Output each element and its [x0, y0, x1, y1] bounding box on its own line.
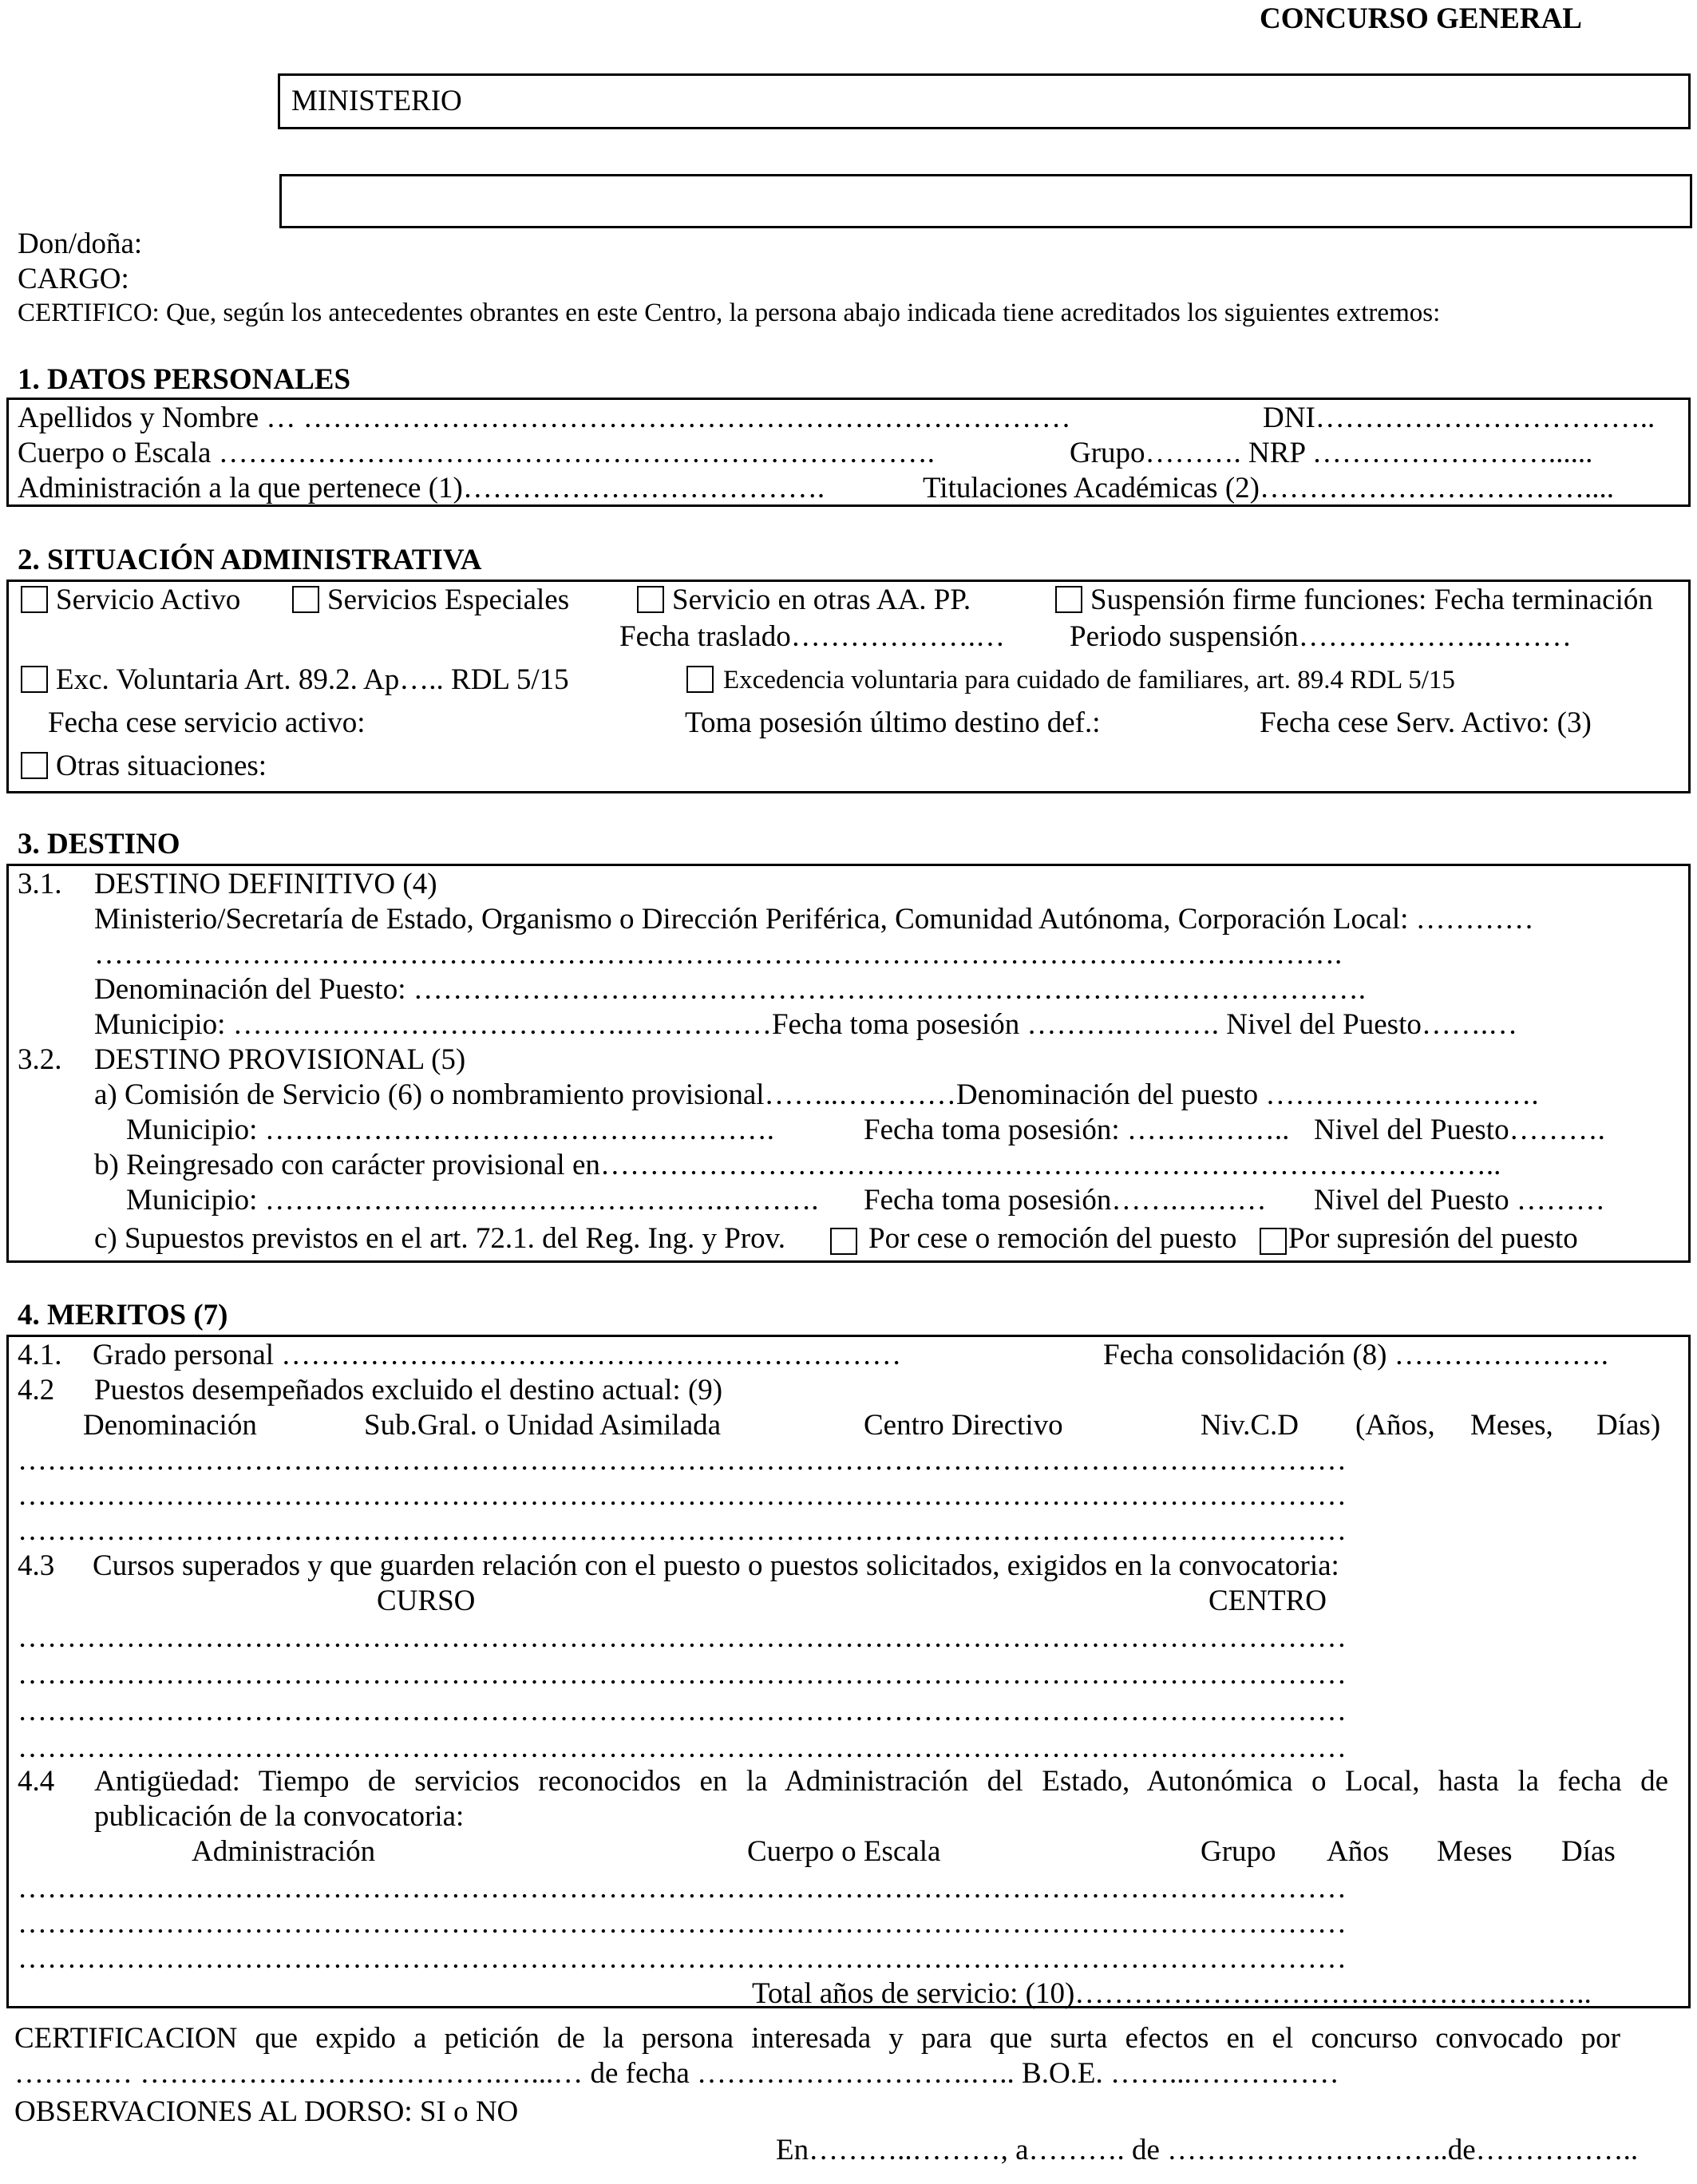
num-3-1: 3.1.: [18, 868, 62, 900]
cursos-label: Cursos superados y que guarden relación con el puesto o puestos solicitados, exigidos en la convocatoria:: [93, 1549, 1339, 1582]
fecha-traslado-line[interactable]: Fecha traslado……………….…: [619, 620, 1005, 653]
section-2-title: 2. SITUACIÓN ADMINISTRATIVA: [18, 544, 482, 576]
certificacion-text: CERTIFICACION que expido a petición de la persona interesada y para que surta efectos en el concurso convocado por: [14, 2022, 1620, 2055]
col-anos-44: Años: [1327, 1835, 1390, 1868]
col-centro: CENTRO: [1208, 1585, 1327, 1617]
grupo-nrp-line[interactable]: Grupo………. NRP ……………………......: [1070, 437, 1593, 469]
suspension-label: Suspensión firme funciones: Fecha terminación: [1090, 584, 1653, 616]
ministerio-label: MINISTERIO: [291, 85, 462, 117]
exc-familiares-label: Excedencia voluntaria para cuidado de familiares, art. 89.4 RDL 5/15: [723, 666, 1455, 694]
num-3-2: 3.2.: [18, 1043, 62, 1076]
checkbox-exc-voluntaria[interactable]: [21, 666, 48, 693]
col-centro-directivo: Centro Directivo: [864, 1409, 1063, 1442]
supresion-label: Por supresión del puesto: [1288, 1222, 1578, 1255]
section-3-title: 3. DESTINO: [18, 828, 180, 861]
dotted-row-44-1[interactable]: ………………………………………………………………………………………………………………………: [18, 1872, 1347, 1905]
servicios-especiales-label: Servicios Especiales: [327, 584, 570, 616]
dni-line[interactable]: DNI……………………………..: [1263, 402, 1655, 434]
fecha-b-line[interactable]: Fecha toma posesión…….………: [864, 1184, 1267, 1217]
fecha-consolidacion-line[interactable]: Fecha consolidación (8) ………………….: [1103, 1339, 1608, 1371]
ministerio-field[interactable]: [278, 73, 1691, 129]
section-4-title: 4. MERITOS (7): [18, 1299, 228, 1331]
municipio-def-line[interactable]: Municipio: ………………………………….……………Fecha toma posesión ……….………. Nivel del Puesto…….…: [94, 1008, 1518, 1041]
total-anos-line[interactable]: Total años de servicio: (10)……………………………………………..: [752, 1977, 1592, 2010]
dotted-row-43-4[interactable]: ………………………………………………………………………………………………………………………: [18, 1731, 1347, 1764]
col-grupo: Grupo: [1201, 1835, 1276, 1868]
checkbox-otras-aapp[interactable]: [637, 586, 664, 613]
checkbox-supresion[interactable]: [1260, 1228, 1287, 1255]
cargo-label: CARGO:: [18, 263, 129, 295]
col-curso: CURSO: [377, 1585, 476, 1617]
dotted-row-43-2[interactable]: ………………………………………………………………………………………………………………………: [18, 1658, 1347, 1691]
otras-situaciones-label: Otras situaciones:: [56, 750, 267, 782]
lugar-fecha-line[interactable]: En………..………, a………. de ………………………..de……………..: [776, 2134, 1639, 2166]
certifico-text: CERTIFICO: Que, según los antecedentes obrantes en este Centro, la persona abajo indicada tiene acreditados los siguientes extremos:: [18, 299, 1441, 327]
dotted-row-43-3[interactable]: ………………………………………………………………………………………………………………………: [18, 1695, 1347, 1727]
checkbox-servicios-especiales[interactable]: [292, 586, 319, 613]
antiguedad-text-1: Antigüedad: Tiempo de servicios reconocidos en la Administración del Estado, Autonómica o Local, hasta la fecha de: [94, 1765, 1668, 1798]
col-anos-42: (Años,: [1355, 1409, 1435, 1442]
unit-field[interactable]: [279, 174, 1692, 228]
form-title: CONCURSO GENERAL: [1260, 2, 1582, 35]
fecha-a-line[interactable]: Fecha toma posesión: ……………..: [864, 1114, 1290, 1146]
destino-definitivo-label: DESTINO DEFINITIVO (4): [94, 868, 437, 900]
ministerio-org-line[interactable]: Ministerio/Secretaría de Estado, Organismo o Dirección Periférica, Comunidad Autónoma, Corporación Local: …………: [94, 903, 1534, 936]
cuerpo-line[interactable]: Cuerpo o Escala ……………………………………………………………….: [18, 437, 935, 469]
col-denominacion: Denominación: [83, 1409, 257, 1442]
supuestos-label: c) Supuestos previstos en el art. 72.1. del Reg. Ing. y Prov.: [94, 1222, 785, 1255]
checkbox-suspension[interactable]: [1055, 586, 1082, 613]
antiguedad-text-2: publicación de la convocatoria:: [94, 1800, 465, 1833]
col-nivcd: Niv.C.D: [1201, 1409, 1299, 1442]
dotted-row-42-2[interactable]: ………………………………………………………………………………………………………………………: [18, 1479, 1347, 1512]
fecha-cese-3-label: Fecha cese Serv. Activo: (3): [1260, 706, 1592, 739]
num-4-2: 4.2: [18, 1374, 55, 1407]
exc-voluntaria-label: Exc. Voluntaria Art. 89.2. Ap….. RDL 5/15: [56, 663, 569, 696]
col-administracion: Administración: [192, 1835, 376, 1868]
destino-provisional-label: DESTINO PROVISIONAL (5): [94, 1043, 466, 1076]
checkbox-cese-remocion[interactable]: [830, 1228, 857, 1255]
titulaciones-line[interactable]: Titulaciones Académicas (2)……………………………....: [923, 472, 1614, 504]
checkbox-servicio-activo[interactable]: [21, 586, 48, 613]
dotted-row-42-1[interactable]: ………………………………………………………………………………………………………………………: [18, 1444, 1347, 1477]
dotted-line[interactable]: ……………………………………………………………………………………………………………….: [94, 938, 1343, 971]
dotted-row-44-3[interactable]: ………………………………………………………………………………………………………………………: [18, 1942, 1347, 1975]
col-meses-42: Meses,: [1470, 1409, 1553, 1442]
checkbox-otras-situaciones[interactable]: [21, 752, 48, 779]
col-meses-44: Meses: [1437, 1835, 1513, 1868]
denominacion-puesto-line[interactable]: Denominación del Puesto: …………………………………………………………………………………….: [94, 973, 1366, 1006]
nivel-b-line[interactable]: Nivel del Puesto ………: [1314, 1184, 1605, 1217]
toma-posesion-label: Toma posesión último destino def.:: [685, 706, 1101, 739]
convocado-line[interactable]: ………… ……………………………….…...… de fecha ……………………….….. B.O.E. ……...……………: [14, 2057, 1339, 2090]
apellidos-line[interactable]: Apellidos y Nombre … ……………………………………………………………………: [18, 402, 1071, 434]
otras-aapp-label: Servicio en otras AA. PP.: [672, 584, 971, 616]
dotted-row-43-1[interactable]: ………………………………………………………………………………………………………………………: [18, 1621, 1347, 1654]
reingresado-line[interactable]: b) Reingresado con carácter provisional en………………………………………………………………………………..: [94, 1149, 1501, 1181]
num-4-4: 4.4: [18, 1765, 55, 1798]
dotted-row-44-2[interactable]: ………………………………………………………………………………………………………………………: [18, 1907, 1347, 1940]
comision-servicio-line[interactable]: a) Comisión de Servicio (6) o nombramiento provisional……..…………Denominación del puesto ……………………….: [94, 1078, 1539, 1111]
nivel-a-line[interactable]: Nivel del Puesto……….: [1314, 1114, 1605, 1146]
checkbox-exc-familiares[interactable]: [686, 666, 714, 693]
col-dias-42: Días): [1596, 1409, 1661, 1442]
don-label: Don/doña:: [18, 228, 143, 260]
municipio-b-line[interactable]: Municipio: ……………….……………………….……….: [126, 1184, 819, 1217]
servicio-activo-label: Servicio Activo: [56, 584, 241, 616]
administracion-line[interactable]: Administración a la que pertenece (1)……………………………….: [18, 472, 825, 504]
municipio-a-line[interactable]: Municipio: …………………………………………….: [126, 1114, 774, 1146]
fecha-cese-label: Fecha cese servicio activo:: [48, 706, 366, 739]
section-1-title: 1. DATOS PERSONALES: [18, 363, 351, 396]
col-subgral: Sub.Gral. o Unidad Asimilada: [364, 1409, 722, 1442]
dotted-row-42-3[interactable]: ………………………………………………………………………………………………………………………: [18, 1514, 1347, 1547]
num-4-3: 4.3: [18, 1549, 55, 1582]
observaciones-line[interactable]: OBSERVACIONES AL DORSO: SI o NO: [14, 2095, 519, 2128]
col-cuerpo-escala: Cuerpo o Escala: [747, 1835, 941, 1868]
puestos-desempenados-label: Puestos desempeñados excluido el destino actual: (9): [94, 1374, 723, 1407]
grado-personal-line[interactable]: Grado personal ………………………………………………………: [93, 1339, 902, 1371]
num-4-1: 4.1.: [18, 1339, 62, 1371]
periodo-suspension-line[interactable]: Periodo suspensión……………….………: [1070, 620, 1572, 653]
col-dias-44: Días: [1561, 1835, 1616, 1868]
cese-remocion-label: Por cese o remoción del puesto: [868, 1222, 1237, 1255]
